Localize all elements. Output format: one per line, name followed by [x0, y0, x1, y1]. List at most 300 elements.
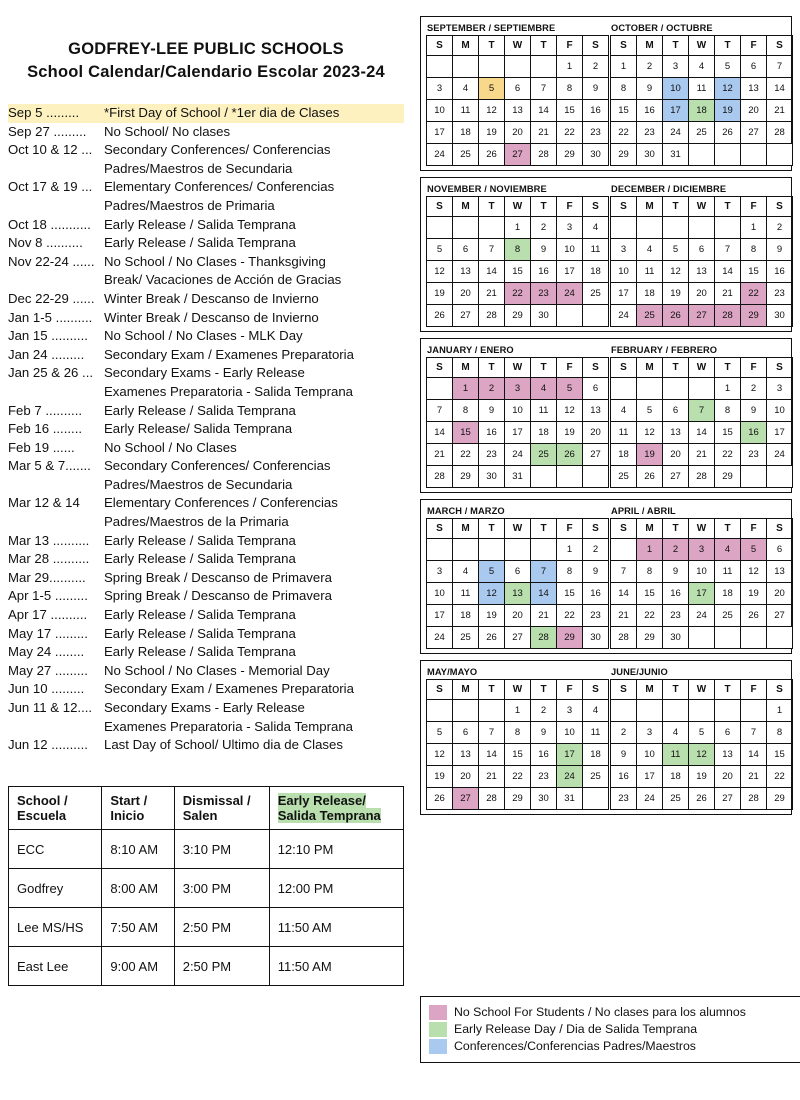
day-cell[interactable]: 5 — [741, 539, 767, 561]
day-cell[interactable]: 5 — [557, 378, 583, 400]
day-cell[interactable]: 25 — [453, 144, 479, 166]
day-cell[interactable]: 11 — [453, 100, 479, 122]
day-cell[interactable]: 10 — [427, 583, 453, 605]
day-cell[interactable]: 8 — [557, 78, 583, 100]
day-cell[interactable]: 7 — [479, 722, 505, 744]
day-cell[interactable]: 30 — [637, 144, 663, 166]
day-cell[interactable]: 29 — [557, 627, 583, 649]
day-cell[interactable]: 24 — [611, 305, 637, 327]
day-cell[interactable]: 30 — [583, 627, 609, 649]
day-cell[interactable]: 23 — [583, 122, 609, 144]
day-cell[interactable]: 21 — [715, 283, 741, 305]
day-cell[interactable]: 7 — [531, 561, 557, 583]
day-cell[interactable]: 9 — [611, 744, 637, 766]
day-cell[interactable]: 27 — [453, 305, 479, 327]
day-cell[interactable]: 11 — [583, 239, 609, 261]
day-cell[interactable]: 28 — [689, 466, 715, 488]
day-cell[interactable]: 8 — [453, 400, 479, 422]
day-cell[interactable]: 3 — [637, 722, 663, 744]
day-cell[interactable]: 13 — [505, 100, 531, 122]
day-cell[interactable]: 13 — [767, 561, 793, 583]
day-cell[interactable]: 26 — [479, 627, 505, 649]
day-cell[interactable]: 7 — [767, 56, 793, 78]
day-cell[interactable]: 24 — [427, 627, 453, 649]
day-cell[interactable]: 28 — [531, 144, 557, 166]
day-cell[interactable]: 15 — [557, 583, 583, 605]
day-cell[interactable]: 12 — [715, 78, 741, 100]
day-cell[interactable]: 18 — [663, 766, 689, 788]
day-cell[interactable]: 28 — [767, 122, 793, 144]
day-cell[interactable]: 28 — [427, 466, 453, 488]
day-cell[interactable]: 20 — [715, 766, 741, 788]
day-cell[interactable]: 16 — [531, 744, 557, 766]
day-cell[interactable]: 3 — [427, 561, 453, 583]
day-cell[interactable]: 12 — [689, 744, 715, 766]
day-cell[interactable]: 20 — [767, 583, 793, 605]
day-cell[interactable]: 3 — [689, 539, 715, 561]
day-cell[interactable]: 20 — [689, 283, 715, 305]
day-cell[interactable]: 22 — [557, 122, 583, 144]
day-cell[interactable]: 10 — [557, 239, 583, 261]
day-cell[interactable]: 6 — [505, 561, 531, 583]
day-cell[interactable]: 4 — [583, 700, 609, 722]
day-cell[interactable]: 22 — [767, 766, 793, 788]
day-cell[interactable]: 18 — [583, 744, 609, 766]
day-cell[interactable]: 13 — [453, 261, 479, 283]
day-cell[interactable]: 6 — [715, 722, 741, 744]
day-cell[interactable]: 14 — [479, 744, 505, 766]
day-cell[interactable]: 21 — [689, 444, 715, 466]
day-cell[interactable]: 22 — [453, 444, 479, 466]
day-cell[interactable]: 16 — [583, 100, 609, 122]
day-cell[interactable]: 6 — [767, 539, 793, 561]
day-cell[interactable]: 12 — [479, 100, 505, 122]
day-cell[interactable]: 19 — [479, 122, 505, 144]
day-cell[interactable]: 18 — [689, 100, 715, 122]
day-cell[interactable]: 21 — [531, 605, 557, 627]
day-cell[interactable]: 22 — [741, 283, 767, 305]
day-cell[interactable]: 22 — [557, 605, 583, 627]
day-cell[interactable]: 6 — [741, 56, 767, 78]
day-cell[interactable]: 27 — [583, 444, 609, 466]
day-cell[interactable]: 17 — [637, 766, 663, 788]
day-cell[interactable]: 8 — [767, 722, 793, 744]
day-cell[interactable]: 12 — [479, 583, 505, 605]
day-cell[interactable]: 19 — [427, 283, 453, 305]
day-cell[interactable]: 28 — [741, 788, 767, 810]
day-cell[interactable]: 20 — [583, 422, 609, 444]
day-cell[interactable]: 8 — [505, 722, 531, 744]
day-cell[interactable]: 10 — [637, 744, 663, 766]
day-cell[interactable]: 2 — [767, 217, 793, 239]
day-cell[interactable]: 1 — [741, 217, 767, 239]
day-cell[interactable]: 7 — [715, 239, 741, 261]
day-cell[interactable]: 17 — [767, 422, 793, 444]
day-cell[interactable]: 25 — [531, 444, 557, 466]
day-cell[interactable]: 17 — [505, 422, 531, 444]
day-cell[interactable]: 12 — [427, 744, 453, 766]
day-cell[interactable]: 15 — [453, 422, 479, 444]
day-cell[interactable]: 29 — [557, 144, 583, 166]
day-cell[interactable]: 3 — [663, 56, 689, 78]
day-cell[interactable]: 10 — [427, 100, 453, 122]
day-cell[interactable]: 13 — [583, 400, 609, 422]
day-cell[interactable]: 26 — [479, 144, 505, 166]
day-cell[interactable]: 12 — [741, 561, 767, 583]
day-cell[interactable]: 27 — [663, 466, 689, 488]
day-cell[interactable]: 13 — [663, 422, 689, 444]
day-cell[interactable]: 10 — [689, 561, 715, 583]
day-cell[interactable]: 30 — [531, 305, 557, 327]
day-cell[interactable]: 21 — [427, 444, 453, 466]
day-cell[interactable]: 13 — [505, 583, 531, 605]
day-cell[interactable]: 5 — [479, 561, 505, 583]
day-cell[interactable]: 5 — [479, 78, 505, 100]
day-cell[interactable]: 26 — [715, 122, 741, 144]
day-cell[interactable]: 4 — [583, 217, 609, 239]
day-cell[interactable]: 14 — [531, 583, 557, 605]
day-cell[interactable]: 15 — [767, 744, 793, 766]
day-cell[interactable]: 29 — [637, 627, 663, 649]
day-cell[interactable]: 18 — [611, 444, 637, 466]
day-cell[interactable]: 18 — [637, 283, 663, 305]
day-cell[interactable]: 1 — [557, 539, 583, 561]
day-cell[interactable]: 28 — [611, 627, 637, 649]
day-cell[interactable]: 21 — [479, 283, 505, 305]
day-cell[interactable]: 5 — [689, 722, 715, 744]
day-cell[interactable]: 30 — [767, 305, 793, 327]
day-cell[interactable]: 24 — [767, 444, 793, 466]
day-cell[interactable]: 17 — [611, 283, 637, 305]
day-cell[interactable]: 2 — [741, 378, 767, 400]
day-cell[interactable]: 31 — [663, 144, 689, 166]
day-cell[interactable]: 4 — [715, 539, 741, 561]
day-cell[interactable]: 17 — [663, 100, 689, 122]
day-cell[interactable]: 18 — [453, 605, 479, 627]
day-cell[interactable]: 4 — [663, 722, 689, 744]
day-cell[interactable]: 17 — [557, 261, 583, 283]
day-cell[interactable]: 6 — [453, 722, 479, 744]
day-cell[interactable]: 4 — [453, 561, 479, 583]
day-cell[interactable]: 23 — [741, 444, 767, 466]
day-cell[interactable]: 24 — [427, 144, 453, 166]
day-cell[interactable]: 17 — [557, 744, 583, 766]
day-cell[interactable]: 19 — [663, 283, 689, 305]
day-cell[interactable]: 15 — [505, 744, 531, 766]
day-cell[interactable]: 29 — [453, 466, 479, 488]
day-cell[interactable]: 3 — [767, 378, 793, 400]
day-cell[interactable]: 5 — [637, 400, 663, 422]
day-cell[interactable]: 23 — [611, 788, 637, 810]
day-cell[interactable]: 26 — [427, 788, 453, 810]
day-cell[interactable]: 8 — [611, 78, 637, 100]
day-cell[interactable]: 28 — [479, 305, 505, 327]
day-cell[interactable]: 13 — [689, 261, 715, 283]
day-cell[interactable]: 14 — [531, 100, 557, 122]
day-cell[interactable]: 23 — [767, 283, 793, 305]
day-cell[interactable]: 2 — [663, 539, 689, 561]
day-cell[interactable]: 3 — [611, 239, 637, 261]
day-cell[interactable]: 21 — [611, 605, 637, 627]
day-cell[interactable]: 25 — [583, 766, 609, 788]
day-cell[interactable]: 31 — [505, 466, 531, 488]
day-cell[interactable]: 15 — [741, 261, 767, 283]
day-cell[interactable]: 14 — [741, 744, 767, 766]
day-cell[interactable]: 25 — [583, 283, 609, 305]
day-cell[interactable]: 3 — [557, 700, 583, 722]
day-cell[interactable]: 9 — [583, 561, 609, 583]
day-cell[interactable]: 2 — [611, 722, 637, 744]
day-cell[interactable]: 26 — [663, 305, 689, 327]
day-cell[interactable]: 16 — [583, 583, 609, 605]
day-cell[interactable]: 1 — [505, 217, 531, 239]
day-cell[interactable]: 4 — [531, 378, 557, 400]
day-cell[interactable]: 6 — [689, 239, 715, 261]
day-cell[interactable]: 15 — [505, 261, 531, 283]
day-cell[interactable]: 2 — [479, 378, 505, 400]
day-cell[interactable]: 7 — [479, 239, 505, 261]
day-cell[interactable]: 1 — [637, 539, 663, 561]
day-cell[interactable]: 9 — [531, 722, 557, 744]
day-cell[interactable]: 5 — [715, 56, 741, 78]
day-cell[interactable]: 23 — [531, 766, 557, 788]
day-cell[interactable]: 22 — [611, 122, 637, 144]
day-cell[interactable]: 27 — [505, 144, 531, 166]
day-cell[interactable]: 27 — [453, 788, 479, 810]
day-cell[interactable]: 6 — [663, 400, 689, 422]
day-cell[interactable]: 30 — [583, 144, 609, 166]
day-cell[interactable]: 1 — [715, 378, 741, 400]
day-cell[interactable]: 31 — [557, 788, 583, 810]
day-cell[interactable]: 25 — [611, 466, 637, 488]
day-cell[interactable]: 14 — [479, 261, 505, 283]
day-cell[interactable]: 7 — [611, 561, 637, 583]
day-cell[interactable]: 29 — [715, 466, 741, 488]
day-cell[interactable]: 22 — [715, 444, 741, 466]
day-cell[interactable]: 4 — [453, 78, 479, 100]
day-cell[interactable]: 14 — [689, 422, 715, 444]
day-cell[interactable]: 16 — [611, 766, 637, 788]
day-cell[interactable]: 11 — [689, 78, 715, 100]
day-cell[interactable]: 9 — [531, 239, 557, 261]
day-cell[interactable]: 18 — [715, 583, 741, 605]
day-cell[interactable]: 8 — [715, 400, 741, 422]
day-cell[interactable]: 19 — [689, 766, 715, 788]
day-cell[interactable]: 15 — [637, 583, 663, 605]
day-cell[interactable]: 15 — [557, 100, 583, 122]
day-cell[interactable]: 26 — [637, 466, 663, 488]
day-cell[interactable]: 16 — [479, 422, 505, 444]
day-cell[interactable]: 10 — [767, 400, 793, 422]
day-cell[interactable]: 7 — [531, 78, 557, 100]
day-cell[interactable]: 20 — [453, 766, 479, 788]
day-cell[interactable]: 5 — [427, 722, 453, 744]
day-cell[interactable]: 1 — [611, 56, 637, 78]
day-cell[interactable]: 1 — [557, 56, 583, 78]
day-cell[interactable]: 4 — [637, 239, 663, 261]
day-cell[interactable]: 13 — [741, 78, 767, 100]
day-cell[interactable]: 4 — [611, 400, 637, 422]
day-cell[interactable]: 19 — [715, 100, 741, 122]
day-cell[interactable]: 30 — [531, 788, 557, 810]
day-cell[interactable]: 10 — [611, 261, 637, 283]
day-cell[interactable]: 2 — [583, 56, 609, 78]
day-cell[interactable]: 23 — [531, 283, 557, 305]
day-cell[interactable]: 14 — [715, 261, 741, 283]
day-cell[interactable]: 6 — [453, 239, 479, 261]
day-cell[interactable]: 10 — [663, 78, 689, 100]
day-cell[interactable]: 23 — [637, 122, 663, 144]
day-cell[interactable]: 5 — [427, 239, 453, 261]
day-cell[interactable]: 9 — [583, 78, 609, 100]
day-cell[interactable]: 29 — [505, 788, 531, 810]
day-cell[interactable]: 20 — [505, 605, 531, 627]
day-cell[interactable]: 28 — [479, 788, 505, 810]
day-cell[interactable]: 27 — [767, 605, 793, 627]
day-cell[interactable]: 30 — [479, 466, 505, 488]
day-cell[interactable]: 29 — [611, 144, 637, 166]
day-cell[interactable]: 20 — [663, 444, 689, 466]
day-cell[interactable]: 19 — [479, 605, 505, 627]
day-cell[interactable]: 14 — [767, 78, 793, 100]
day-cell[interactable]: 2 — [583, 539, 609, 561]
day-cell[interactable]: 29 — [767, 788, 793, 810]
day-cell[interactable]: 9 — [637, 78, 663, 100]
day-cell[interactable]: 19 — [557, 422, 583, 444]
day-cell[interactable]: 27 — [505, 627, 531, 649]
day-cell[interactable]: 10 — [557, 722, 583, 744]
day-cell[interactable]: 3 — [557, 217, 583, 239]
day-cell[interactable]: 11 — [583, 722, 609, 744]
day-cell[interactable]: 17 — [427, 122, 453, 144]
day-cell[interactable]: 27 — [741, 122, 767, 144]
day-cell[interactable]: 8 — [557, 561, 583, 583]
day-cell[interactable]: 1 — [453, 378, 479, 400]
day-cell[interactable]: 17 — [689, 583, 715, 605]
day-cell[interactable]: 3 — [427, 78, 453, 100]
day-cell[interactable]: 7 — [689, 400, 715, 422]
day-cell[interactable]: 11 — [453, 583, 479, 605]
day-cell[interactable]: 14 — [427, 422, 453, 444]
day-cell[interactable]: 13 — [715, 744, 741, 766]
day-cell[interactable]: 12 — [427, 261, 453, 283]
day-cell[interactable]: 21 — [531, 122, 557, 144]
day-cell[interactable]: 19 — [637, 444, 663, 466]
day-cell[interactable]: 14 — [611, 583, 637, 605]
day-cell[interactable]: 25 — [689, 122, 715, 144]
day-cell[interactable]: 24 — [689, 605, 715, 627]
day-cell[interactable]: 16 — [663, 583, 689, 605]
day-cell[interactable]: 29 — [505, 305, 531, 327]
day-cell[interactable]: 28 — [531, 627, 557, 649]
day-cell[interactable]: 25 — [715, 605, 741, 627]
day-cell[interactable]: 23 — [583, 605, 609, 627]
day-cell[interactable]: 30 — [663, 627, 689, 649]
day-cell[interactable]: 26 — [741, 605, 767, 627]
day-cell[interactable]: 27 — [715, 788, 741, 810]
day-cell[interactable]: 1 — [505, 700, 531, 722]
day-cell[interactable]: 8 — [741, 239, 767, 261]
day-cell[interactable]: 21 — [741, 766, 767, 788]
day-cell[interactable]: 19 — [427, 766, 453, 788]
day-cell[interactable]: 2 — [531, 217, 557, 239]
day-cell[interactable]: 26 — [557, 444, 583, 466]
day-cell[interactable]: 15 — [715, 422, 741, 444]
day-cell[interactable]: 11 — [637, 261, 663, 283]
day-cell[interactable]: 18 — [531, 422, 557, 444]
day-cell[interactable]: 4 — [689, 56, 715, 78]
day-cell[interactable]: 25 — [663, 788, 689, 810]
day-cell[interactable]: 24 — [557, 283, 583, 305]
day-cell[interactable]: 24 — [663, 122, 689, 144]
day-cell[interactable]: 10 — [505, 400, 531, 422]
day-cell[interactable]: 6 — [583, 378, 609, 400]
day-cell[interactable]: 15 — [611, 100, 637, 122]
day-cell[interactable]: 2 — [531, 700, 557, 722]
day-cell[interactable]: 20 — [453, 283, 479, 305]
day-cell[interactable]: 16 — [531, 261, 557, 283]
day-cell[interactable]: 22 — [505, 766, 531, 788]
day-cell[interactable]: 8 — [637, 561, 663, 583]
day-cell[interactable]: 16 — [637, 100, 663, 122]
day-cell[interactable]: 1 — [767, 700, 793, 722]
day-cell[interactable]: 24 — [505, 444, 531, 466]
day-cell[interactable]: 7 — [427, 400, 453, 422]
day-cell[interactable]: 21 — [767, 100, 793, 122]
day-cell[interactable]: 11 — [663, 744, 689, 766]
day-cell[interactable]: 11 — [715, 561, 741, 583]
day-cell[interactable]: 20 — [741, 100, 767, 122]
day-cell[interactable]: 26 — [689, 788, 715, 810]
day-cell[interactable]: 9 — [767, 239, 793, 261]
day-cell[interactable]: 26 — [427, 305, 453, 327]
day-cell[interactable]: 7 — [741, 722, 767, 744]
day-cell[interactable]: 22 — [505, 283, 531, 305]
day-cell[interactable]: 20 — [505, 122, 531, 144]
day-cell[interactable]: 9 — [479, 400, 505, 422]
day-cell[interactable]: 12 — [663, 261, 689, 283]
day-cell[interactable]: 6 — [505, 78, 531, 100]
day-cell[interactable]: 19 — [741, 583, 767, 605]
day-cell[interactable]: 16 — [767, 261, 793, 283]
day-cell[interactable]: 17 — [427, 605, 453, 627]
day-cell[interactable]: 16 — [741, 422, 767, 444]
day-cell[interactable]: 24 — [557, 766, 583, 788]
day-cell[interactable]: 21 — [479, 766, 505, 788]
day-cell[interactable]: 23 — [663, 605, 689, 627]
day-cell[interactable]: 8 — [505, 239, 531, 261]
day-cell[interactable]: 2 — [637, 56, 663, 78]
day-cell[interactable]: 11 — [531, 400, 557, 422]
day-cell[interactable]: 12 — [557, 400, 583, 422]
day-cell[interactable]: 5 — [663, 239, 689, 261]
day-cell[interactable]: 12 — [637, 422, 663, 444]
day-cell[interactable]: 11 — [611, 422, 637, 444]
day-cell[interactable]: 29 — [741, 305, 767, 327]
day-cell[interactable]: 24 — [637, 788, 663, 810]
day-cell[interactable]: 9 — [663, 561, 689, 583]
day-cell[interactable]: 3 — [505, 378, 531, 400]
day-cell[interactable]: 27 — [689, 305, 715, 327]
day-cell[interactable]: 22 — [637, 605, 663, 627]
day-cell[interactable]: 23 — [479, 444, 505, 466]
day-cell[interactable]: 9 — [741, 400, 767, 422]
day-cell[interactable]: 28 — [715, 305, 741, 327]
day-cell[interactable]: 18 — [583, 261, 609, 283]
day-cell[interactable]: 18 — [453, 122, 479, 144]
day-cell[interactable]: 25 — [637, 305, 663, 327]
day-cell[interactable]: 25 — [453, 627, 479, 649]
